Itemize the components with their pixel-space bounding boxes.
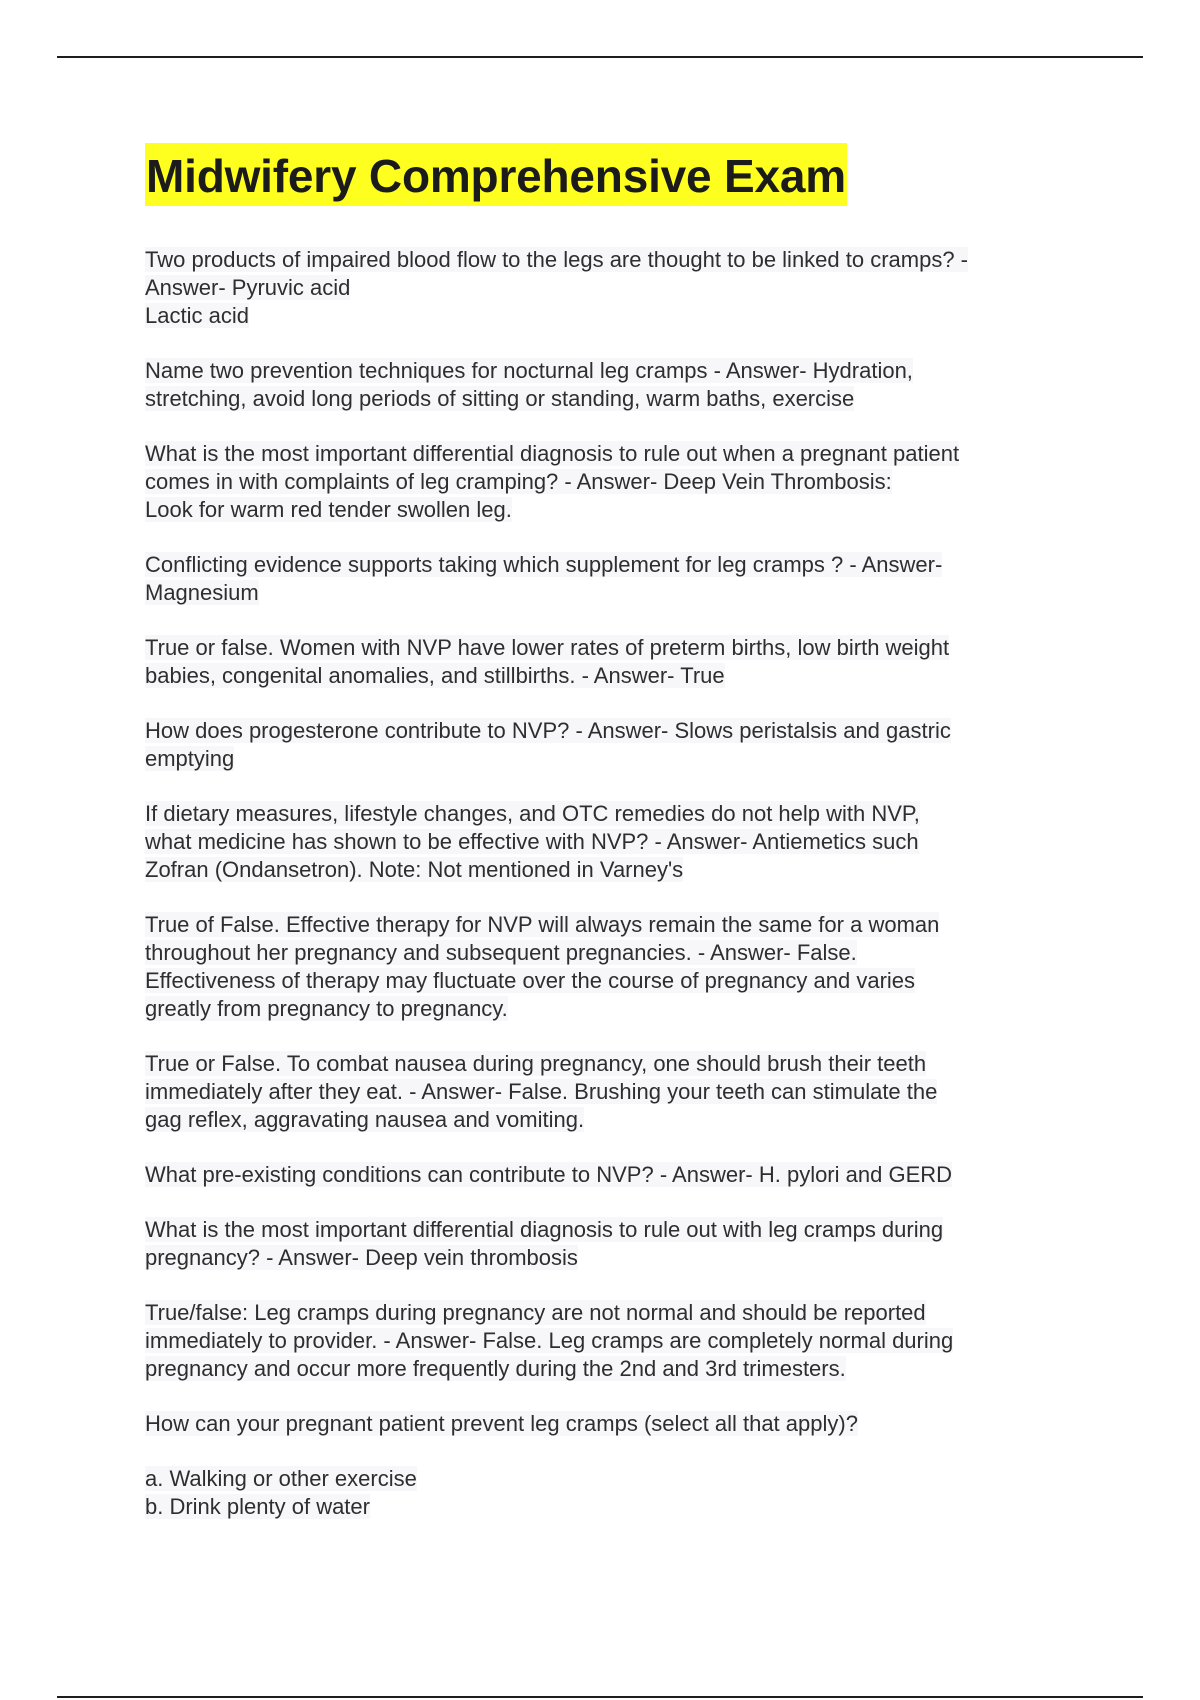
qa-entry xyxy=(145,440,1065,524)
qa-line-text: Effectiveness of therapy may fluctuate over the course of pregnancy and varies xyxy=(145,968,916,993)
qa-line xyxy=(145,357,1065,385)
qa-line-text: gag reflex, aggravating nausea and vomiting. xyxy=(145,1107,585,1132)
qa-line-text: emptying xyxy=(145,746,235,771)
qa-line-text: True or False. To combat nausea during pregnancy, one should brush their teeth xyxy=(145,1051,927,1076)
qa-line-text: True of False. Effective therapy for NVP will always remain the same for a woman xyxy=(145,912,940,937)
qa-line xyxy=(145,745,1065,773)
qa-list xyxy=(145,246,1065,1521)
qa-line xyxy=(145,995,1065,1023)
qa-entry xyxy=(145,246,1065,330)
qa-line-text: babies, congenital anomalies, and stillbirths. - Answer- True xyxy=(145,663,725,688)
qa-entry xyxy=(145,357,1065,413)
qa-line-text: Magnesium xyxy=(145,580,259,605)
qa-line xyxy=(145,828,1065,856)
qa-line xyxy=(145,967,1065,995)
qa-line-text: a. Walking or other exercise xyxy=(145,1466,417,1491)
qa-entry xyxy=(145,1161,1065,1189)
top-rule xyxy=(57,56,1143,58)
qa-line xyxy=(145,1244,1065,1272)
qa-entry xyxy=(145,717,1065,773)
qa-line-text: throughout her pregnancy and subsequent pregnancies. - Answer- False. xyxy=(145,940,857,965)
qa-entry xyxy=(145,911,1065,1023)
qa-line-text: What pre-existing conditions can contribute to NVP? - Answer- H. pylori and GERD xyxy=(145,1162,953,1187)
qa-line xyxy=(145,1106,1065,1134)
qa-line-text: If dietary measures, lifestyle changes, and OTC remedies do not help with NVP, xyxy=(145,801,920,826)
qa-line-text: b. Drink plenty of water xyxy=(145,1494,370,1519)
qa-line-text: stretching, avoid long periods of sitting or standing, warm baths, exercise xyxy=(145,386,855,411)
qa-line xyxy=(145,717,1065,745)
qa-line xyxy=(145,939,1065,967)
qa-line xyxy=(145,1299,1065,1327)
qa-line xyxy=(145,1493,1065,1521)
qa-entry xyxy=(145,1465,1065,1521)
qa-line xyxy=(145,440,1065,468)
qa-line xyxy=(145,385,1065,413)
qa-line-text: Answer- Pyruvic acid xyxy=(145,275,351,300)
qa-line xyxy=(145,1465,1065,1493)
qa-line-text: True/false: Leg cramps during pregnancy are not normal and should be reported xyxy=(145,1300,926,1325)
qa-line xyxy=(145,634,1065,662)
qa-line xyxy=(145,1410,1065,1438)
qa-entry xyxy=(145,800,1065,884)
qa-line-text: comes in with complaints of leg cramping? - Answer- Deep Vein Thrombosis: xyxy=(145,469,892,494)
qa-line xyxy=(145,856,1065,884)
qa-line xyxy=(145,496,1065,524)
qa-line xyxy=(145,1050,1065,1078)
qa-line-text: pregnancy? - Answer- Deep vein thrombosis xyxy=(145,1245,578,1270)
qa-line xyxy=(145,1355,1065,1383)
qa-line-text: How can your pregnant patient prevent leg cramps (select all that apply)? xyxy=(145,1411,858,1436)
qa-entry xyxy=(145,551,1065,607)
qa-line xyxy=(145,1216,1065,1244)
qa-entry xyxy=(145,1410,1065,1438)
bottom-rule xyxy=(57,1696,1143,1698)
qa-entry xyxy=(145,1299,1065,1383)
qa-line xyxy=(145,1327,1065,1355)
qa-line xyxy=(145,911,1065,939)
qa-entry xyxy=(145,1050,1065,1134)
qa-line-text: immediately after they eat. - Answer- False. Brushing your teeth can stimulate the xyxy=(145,1079,938,1104)
qa-line xyxy=(145,302,1065,330)
qa-line-text: immediately to provider. - Answer- False. Leg cramps are completely normal during xyxy=(145,1328,954,1353)
qa-line-text: greatly from pregnancy to pregnancy. xyxy=(145,996,508,1021)
qa-line-text: what medicine has shown to be effective with NVP? - Answer- Antiemetics such xyxy=(145,829,919,854)
qa-line-text: Two products of impaired blood flow to the legs are thought to be linked to cramps? - xyxy=(145,247,969,272)
qa-line-text: What is the most important differential diagnosis to rule out when a pregnant patient xyxy=(145,441,960,466)
document-page xyxy=(145,143,1065,1548)
qa-line xyxy=(145,662,1065,690)
qa-entry xyxy=(145,1216,1065,1272)
qa-line-text: True or false. Women with NVP have lower rates of preterm births, low birth weight xyxy=(145,635,950,660)
qa-line xyxy=(145,468,1065,496)
qa-line xyxy=(145,1161,1065,1189)
qa-line xyxy=(145,579,1065,607)
qa-line xyxy=(145,800,1065,828)
qa-line-text: Look for warm red tender swollen leg. xyxy=(145,497,512,522)
qa-line-text: Zofran (Ondansetron). Note: Not mentioned in Varney's xyxy=(145,857,684,882)
qa-line-text: Name two prevention techniques for nocturnal leg cramps - Answer- Hydration, xyxy=(145,358,913,383)
document-title: Midwifery Comprehensive Exam xyxy=(145,143,847,206)
qa-line xyxy=(145,1078,1065,1106)
qa-line-text: pregnancy and occur more frequently during the 2nd and 3rd trimesters. xyxy=(145,1356,846,1381)
qa-line-text: What is the most important differential diagnosis to rule out with leg cramps during xyxy=(145,1217,944,1242)
qa-line-text: Conflicting evidence supports taking which supplement for leg cramps ? - Answer- xyxy=(145,552,943,577)
qa-line xyxy=(145,274,1065,302)
title-block xyxy=(145,143,1065,206)
qa-line xyxy=(145,246,1065,274)
qa-line xyxy=(145,551,1065,579)
qa-entry xyxy=(145,634,1065,690)
qa-line-text: How does progesterone contribute to NVP? - Answer- Slows peristalsis and gastric xyxy=(145,718,951,743)
qa-line-text: Lactic acid xyxy=(145,303,249,328)
